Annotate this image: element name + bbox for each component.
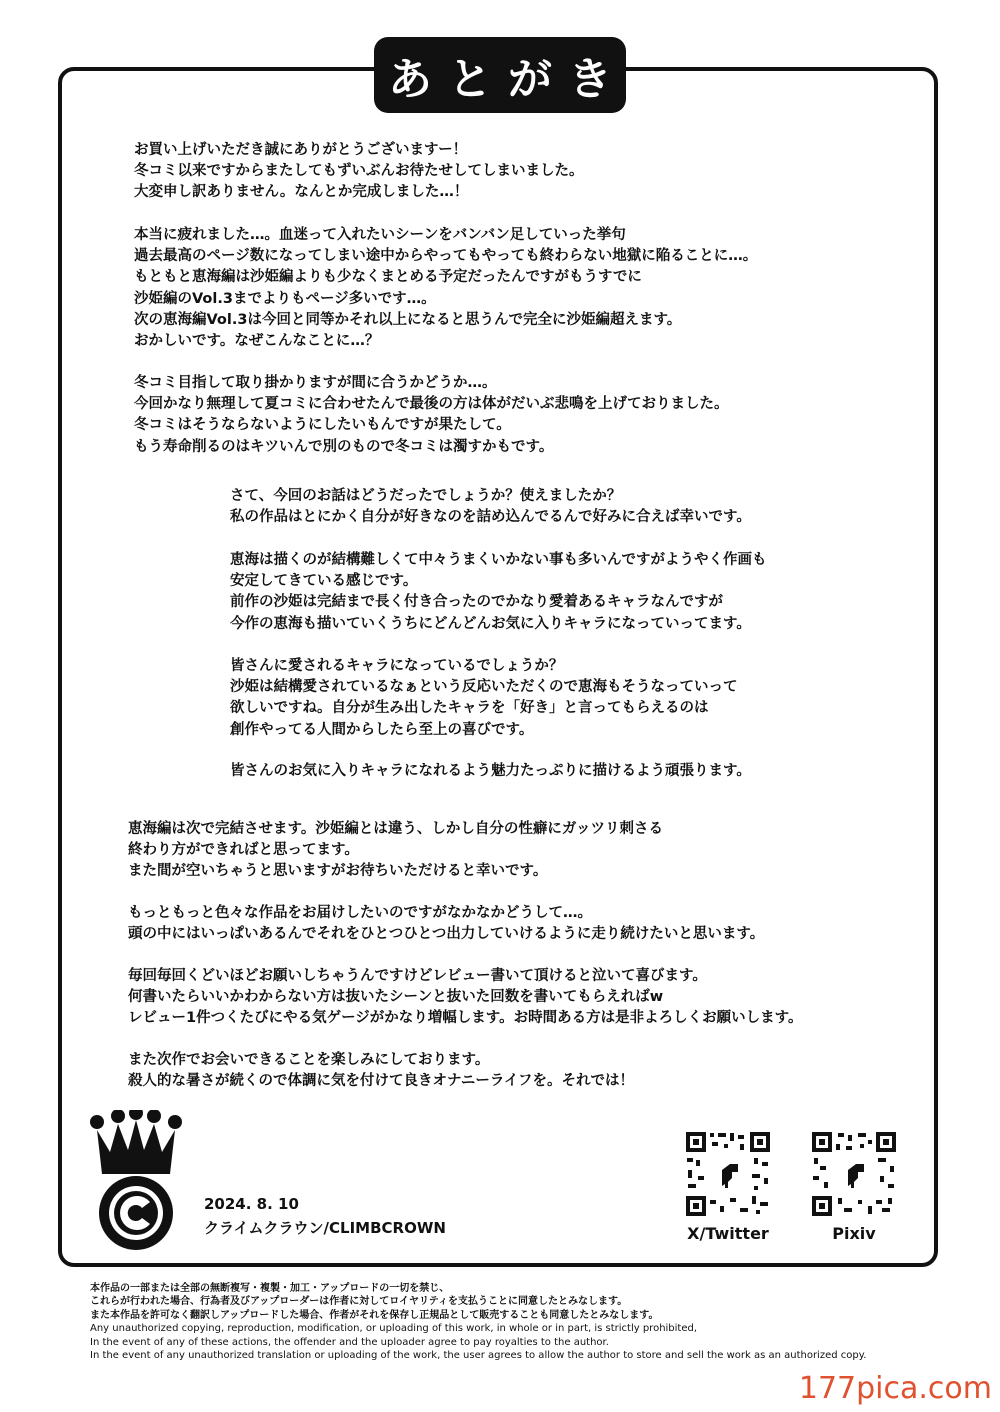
text-line: 今作の恵海も描いていくうちにどんどんお気に入りキャラになっていってます。 bbox=[230, 615, 751, 632]
paragraph-reviews bbox=[128, 966, 802, 1030]
text-line: 前作の沙姫は完結まで長く付き合ったのでかなり愛着あるキャラなんですが bbox=[230, 594, 723, 611]
text-line: 毎回毎回くどいほどお願いしちゃうんですけどレビュー書いて頂けると泣いて喜びます。 bbox=[128, 968, 707, 984]
paragraph-story bbox=[230, 486, 751, 528]
notice-line: これらが行われた場合、行為者及びアップローダーは作者に対してロイヤリティを支払うことに同意したとみなします。 bbox=[90, 1296, 628, 1308]
text-line: 沙姫は結構愛されているなぁという反応いただくので恵海もそうなっていって bbox=[230, 679, 738, 696]
paragraph-more-works bbox=[128, 903, 764, 945]
paragraph-tired bbox=[134, 225, 757, 352]
qr-label-twitter: X/Twitter bbox=[687, 1224, 769, 1243]
text-line: 大変申し訳ありません。なんとか完成しました…！ bbox=[134, 184, 469, 201]
text-line: 何書いたらいいかわからない方は抜いたシーンと抜いた回数を書いてもらえればw bbox=[128, 989, 664, 1006]
qr-code-icon[interactable] bbox=[810, 1130, 898, 1218]
watermark: 177pica.com bbox=[798, 1371, 992, 1406]
qr-code-icon[interactable] bbox=[684, 1130, 772, 1218]
text-line: お買い上げいただき誠にありがとうございますー！ bbox=[134, 142, 468, 158]
page-title: あとがき bbox=[388, 54, 628, 105]
text-line: 冬コミ以来ですからまたしてもずいぶんお待たせしてしまいました。 bbox=[134, 163, 584, 180]
qr-pixiv[interactable] bbox=[804, 1130, 904, 1243]
paragraph-conclusion bbox=[128, 819, 663, 883]
text-line: おかしいです。なぜこんなことに…？ bbox=[134, 333, 380, 350]
text-line: また間が空いちゃうと思いますがお待ちいただけると幸いです。 bbox=[128, 863, 548, 880]
text-line: 終わり方ができればと思ってます。 bbox=[128, 842, 359, 859]
paragraph-winter bbox=[134, 373, 729, 458]
text-line: もう寿命削るのはキツいんで別のもので冬コミは濁すかもです。 bbox=[134, 438, 554, 455]
signature bbox=[204, 1192, 446, 1240]
text-line: 過去最高のページ数になってしまい途中からやってもやっても終わらない地獄に陥ることに…。 bbox=[134, 248, 758, 265]
text-line: 安定してきている感じです。 bbox=[230, 573, 418, 590]
text-line: 私の作品はとにかく自分が好きなのを詰め込んでるんで好みに合えば幸いです。 bbox=[230, 509, 751, 526]
crown-logo-icon bbox=[88, 1110, 184, 1250]
paragraph-megumi bbox=[230, 550, 767, 635]
text-line: レビュー1件つくたびにやる気ゲージがかなり増幅します。お時間ある方は是非よろしくお願いします。 bbox=[128, 1010, 803, 1027]
legal-notice bbox=[90, 1282, 866, 1362]
text-line: 次の恵海編Vol.3は今回と同等かそれ以上になると思うんで完全に沙姫編超えます。 bbox=[134, 311, 682, 328]
text-line: もともと恵海編は沙姫編よりも少なくまとめる予定だったんですがもうすでに bbox=[134, 269, 642, 286]
paragraph-farewell bbox=[128, 1050, 634, 1092]
text-line: 殺人的な暑さが続くので体調に気を付けて良きオナニーライフを。それでは！ bbox=[128, 1073, 635, 1090]
qr-label-pixiv: Pixiv bbox=[832, 1224, 876, 1243]
signature-date: 2024. 8. 10 bbox=[204, 1195, 299, 1213]
text-line: 冬コミはそうならないようにしたいもんですが果たして。 bbox=[134, 417, 511, 434]
notice-line: In the event of any unauthorized translation or uploading of the work, the user agrees to allow the author to store and sell the work as an authorized copy. bbox=[90, 1350, 867, 1362]
text-line: 沙姫編のVol.3までよりもページ多いです…。 bbox=[134, 290, 436, 307]
text-line: 頭の中にはいっぱいあるんでそれをひとつひとつ出力していけるように走り続けたいと思います。 bbox=[128, 926, 765, 943]
paragraph-thanks bbox=[134, 140, 584, 204]
text-line: 本当に疲れました…。血迷って入れたいシーンをバンバン足していった挙句 bbox=[134, 227, 626, 243]
paragraph-effort bbox=[230, 761, 751, 782]
text-line: 今回かなり無理して夏コミに合わせたんで最後の方は体がだいぶ悲鳴を上げておりました。 bbox=[134, 396, 729, 413]
text-line: 恵海は描くのが結構難しくて中々うまくいかない事も多いんですがようやく作画も bbox=[230, 552, 767, 568]
notice-line: 本作品の一部または全部の無断複写・複製・加工・アップロードの一切を禁じ、 bbox=[90, 1283, 450, 1294]
qr-twitter[interactable] bbox=[678, 1130, 778, 1243]
text-line: 創作やってる人間からしたら至上の喜びです。 bbox=[230, 721, 534, 738]
paragraph-beloved bbox=[230, 656, 738, 741]
text-line: 皆さんに愛されるキャラになっているでしょうか？ bbox=[230, 658, 564, 674]
text-line: 恵海編は次で完結させます。沙姫編とは違う、しかし自分の性癖にガッツリ刺さる bbox=[128, 821, 664, 837]
notice-line: Any unauthorized copying, reproduction, modification, or uploading of this work, in whole or in part, is strictly prohibited, bbox=[90, 1323, 698, 1335]
text-line: 欲しいですね。自分が生み出したキャラを「好き」と言ってもらえるのは bbox=[230, 700, 709, 717]
notice-line: また本作品を許可なく翻訳しアップロードした場合、作者がそれを保存し正規品として販売することも同意したとみなします。 bbox=[90, 1309, 659, 1321]
notice-line: In the event of any of these actions, the offender and the uploader agree to pay royalties to the author. bbox=[90, 1336, 609, 1348]
signature-circle: クライムクラウン/CLIMBCROWN bbox=[204, 1219, 446, 1237]
text-line: さて、今回のお話はどうだったでしょうか？使えましたか？ bbox=[230, 488, 622, 504]
text-line: また次作でお会いできることを楽しみにしております。 bbox=[128, 1052, 490, 1068]
text-line: 冬コミ目指して取り掛かりますが間に合うかどうか…。 bbox=[134, 375, 497, 391]
text-line: もっともっと色々な作品をお届けしたいのですがなかなかどうして…。 bbox=[128, 905, 592, 921]
title-box bbox=[374, 37, 626, 113]
text-line: 皆さんのお気に入りキャラになれるよう魅力たっぷりに描けるよう頑張ります。 bbox=[230, 763, 751, 779]
